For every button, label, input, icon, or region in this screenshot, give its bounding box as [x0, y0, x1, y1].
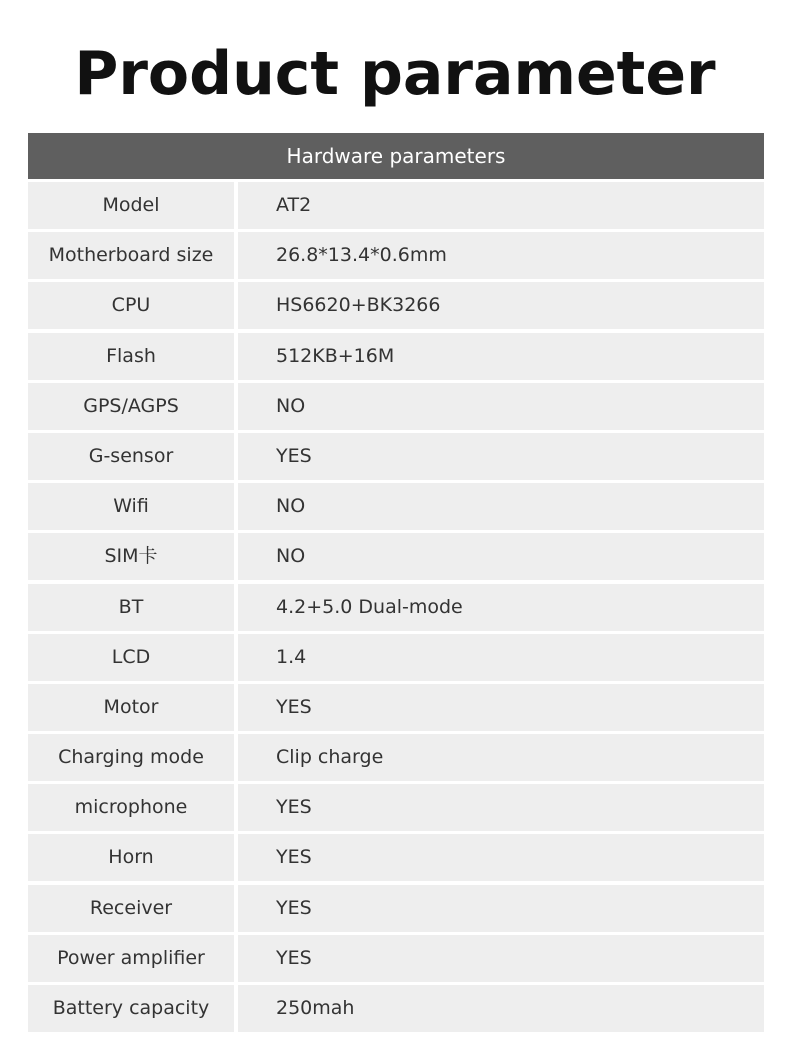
row-label: GPS/AGPS [28, 383, 234, 430]
row-value: 26.8*13.4*0.6mm [238, 232, 764, 279]
row-value: HS6620+BK3266 [238, 282, 764, 329]
table-row [28, 634, 764, 681]
row-value: YES [238, 935, 764, 982]
table-row [28, 383, 764, 430]
row-label: Motherboard size [28, 232, 234, 279]
table-rows [28, 182, 764, 1032]
parameter-table [28, 133, 764, 1035]
table-row [28, 232, 764, 279]
row-value: YES [238, 433, 764, 480]
table-row [28, 333, 764, 380]
table-row [28, 935, 764, 982]
row-label: G-sensor [28, 433, 234, 480]
table-row [28, 533, 764, 580]
row-value: NO [238, 533, 764, 580]
table-row [28, 584, 764, 631]
row-label: Power amplifier [28, 935, 234, 982]
table-row [28, 834, 764, 881]
row-value: NO [238, 383, 764, 430]
table-row [28, 433, 764, 480]
table-row [28, 734, 764, 781]
row-label: Charging mode [28, 734, 234, 781]
page-title: Product parameter [74, 39, 716, 109]
row-label: BT [28, 584, 234, 631]
row-label: Model [28, 182, 234, 229]
row-value: 250mah [238, 985, 764, 1032]
table-row [28, 784, 764, 831]
table-row [28, 182, 764, 229]
table-row [28, 885, 764, 932]
table-row [28, 282, 764, 329]
row-value: 4.2+5.0 Dual-mode [238, 584, 764, 631]
row-value: YES [238, 885, 764, 932]
table-row [28, 684, 764, 731]
row-label: SIM卡 [28, 533, 234, 580]
row-label: Wifi [28, 483, 234, 530]
row-label: Receiver [28, 885, 234, 932]
row-label: Horn [28, 834, 234, 881]
row-label: Battery capacity [28, 985, 234, 1032]
row-value: NO [238, 483, 764, 530]
row-label: CPU [28, 282, 234, 329]
row-value: 512KB+16M [238, 333, 764, 380]
row-value: AT2 [238, 182, 764, 229]
row-value: 1.4 [238, 634, 764, 681]
row-value: Clip charge [238, 734, 764, 781]
row-value: YES [238, 684, 764, 731]
row-label: LCD [28, 634, 234, 681]
row-label: Motor [28, 684, 234, 731]
table-header: Hardware parameters [28, 133, 764, 179]
row-value: YES [238, 784, 764, 831]
table-row [28, 483, 764, 530]
row-label: Flash [28, 333, 234, 380]
row-label: microphone [28, 784, 234, 831]
table-row [28, 985, 764, 1032]
row-value: YES [238, 834, 764, 881]
